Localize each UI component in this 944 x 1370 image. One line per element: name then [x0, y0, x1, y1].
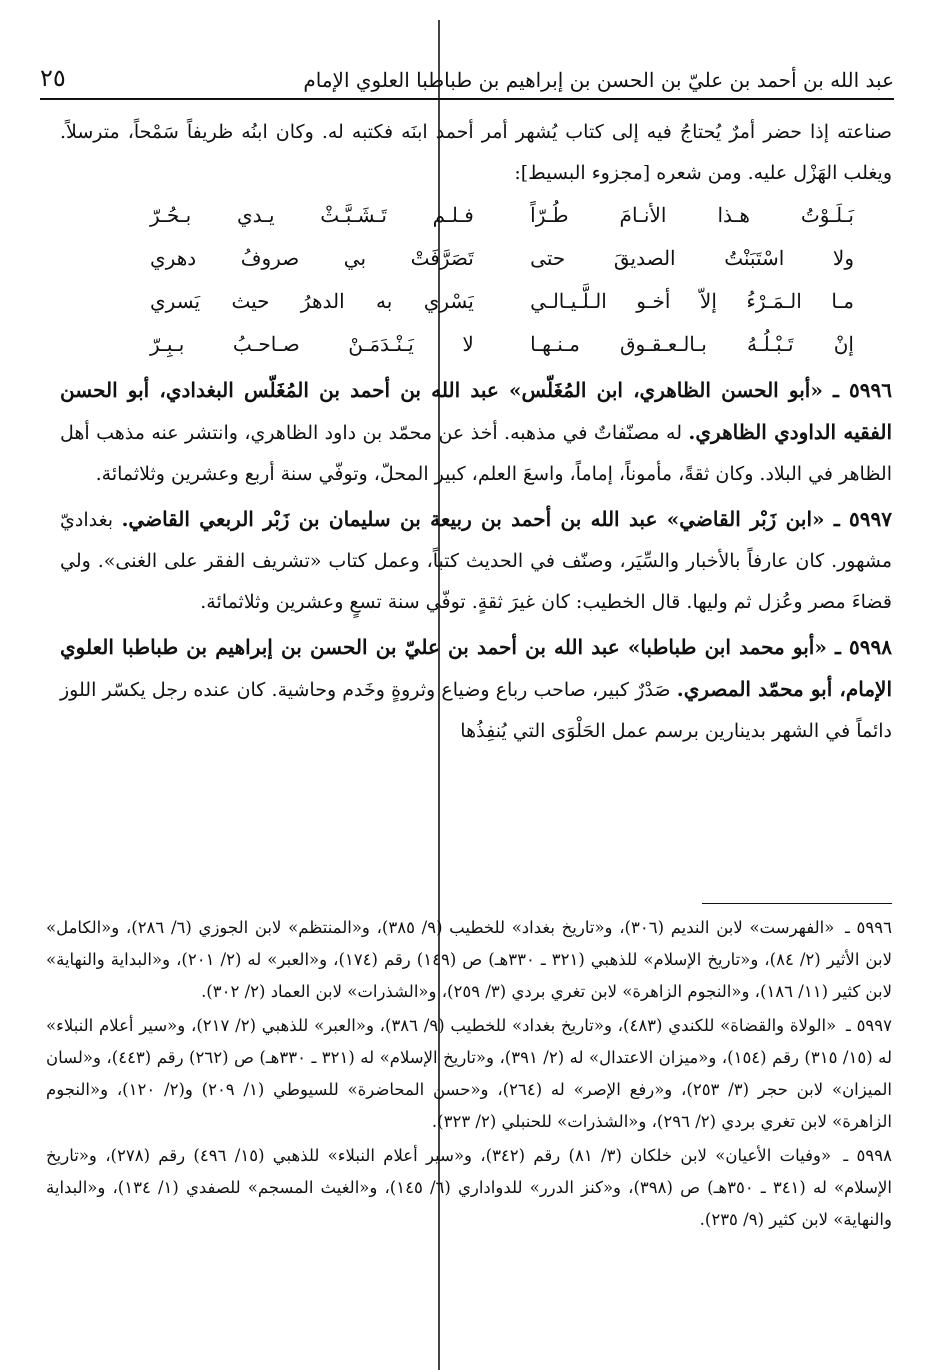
verse-first-hemistich: ولا اسْتَبَنْتُ الصديقَ حتى: [530, 246, 854, 270]
footnote-text: «وفيات الأعيان» لابن خلكان (٣/ ٨١) رقم (٣٤٢)، و«سير أعلام النبلاء» للذهبي (١٥/ ٤٩٦) رقم (٢٧٨)، و«تاريخ الإسلام» له (٣٤١ ـ ٣٥٠هـ) ص (٣٩٨)، و«كنز الدرر» للدواداري (٦/ ١٤٥)، و«الغيث المسجم» للصفدي (١/ ١٣٤)، و«البداية والنهاية» لابن كثير (٩/ ٢٣٥).: [46, 1146, 892, 1229]
footnotes: [46, 912, 892, 1238]
entry-5997: [60, 499, 892, 623]
verse-first-hemistich: بَـلَـوْتُ هـذا الأنـامَ طُـرّاً: [530, 203, 854, 227]
footnote-5997: [46, 1010, 892, 1138]
footnote-number: ٥٩٩٨ ـ: [843, 1146, 892, 1165]
page-number: ٢٥: [40, 64, 66, 92]
footnote-number: ٥٩٩٧ ـ: [845, 1016, 893, 1035]
page-header: [40, 52, 894, 100]
footnote-5998: [46, 1140, 892, 1236]
poem-verse: [150, 280, 854, 323]
verse-first-hemistich: مـا الـمَـرْءُ إلاّ أخـو الـلَّـيـالـي: [530, 289, 854, 313]
footnote-5996: [46, 912, 892, 1008]
verse-first-hemistich: إنْ تَـبْـلُـهُ بـالـعـقـوق مـنـهـا: [530, 332, 854, 356]
footnote-number: ٥٩٩٦ ـ: [845, 918, 892, 937]
verse-second-hemistich: فـلـم تَـشَـبَّـثْ يـدي بـحُـرّ: [150, 203, 474, 227]
entry-title: ٥٩٩٨ ـ «أبو محمد ابن طباطبا» عبد الله بن أحمد بن عليّ بن الحسن بن إبراهيم بن طباطبا العلوي الإمام، أبو محمّد المصري.: [60, 635, 893, 701]
entry-body: صَدْرٌ كبير، صاحب رباع وضياع وثروةٍ وخَدم وحاشية. كان عنده رجل يكسّر اللوز دائماً في الشهر بدينارين برسم عمل الحَلْوَى التي يُنفِذُها: [60, 679, 892, 742]
entry-body: بغداديّ مشهور. كان عارفاً بالأخبار والسِّيَر، وصنّف في الحديث كتباً، وعمل كتاب «تشريف الفقر على الغنى». ولي قضاءَ مصر وعُزل ثم وليها. قال الخطيب: كان غيرَ ثقةٍ. توفّي سنة تسعٍ وعشرين وثلاثمائة.: [60, 509, 892, 613]
intro-paragraph: صناعته إذا حضر أمرٌ يُحتاجُ فيه إلى كتاب يُشهر أمر أحمد ابنَه فكتبه له. وكان ابنُه ظريفاً سَمْحاً، مترسلاً. ويغلب الهَزْل عليه. ومن شعره [مجزوء البسيط]:: [60, 121, 892, 184]
footnote-text: «الولاة والقضاة» للكندي (٤٨٣)، و«تاريخ بغداد» للخطيب (٩/ ٣٨٦)، و«العبر» للذهبي (٢/ ٢١٧)، و«سير أعلام النبلاء» له (١٥/ ٣١٥) رقم (١٥٤)، و«ميزان الاعتدال» له (٢/ ٣٩١)، و«تاريخ الإسلام» له (٣٢١ ـ ٣٣٠هـ) ص (٢٦٢) رقم (٤٤٣)، و«لسان الميزان» لابن حجر (٣/ ٢٥٣)، و«رفع الإصر» له (٢٦٤)، و«حسن المحاضرة» للسيوطي (١/ ٢٠٩) و(٢/ ١٢٠)، و«النجوم الزاهرة» لابن تغري بردي (٢/ ٢٩٦)، و«الشذرات» للحنبلي (٢/ ٣٢٣).: [46, 1016, 893, 1131]
poem-verse: [150, 323, 854, 366]
entry-5998: [60, 627, 892, 752]
verse-second-hemistich: لا يَـنْـدَمَـنْ صـاحـبُ بـبِـرّ: [150, 332, 474, 356]
poem-verse: [150, 237, 854, 280]
verse-second-hemistich: يَسْري به الدهرُ حيث يَسري: [150, 289, 474, 313]
main-text: [60, 112, 892, 752]
footnote-text: «الفهرست» لابن النديم (٣٠٦)، و«تاريخ بغداد» للخطيب (٩/ ٣٨٥)، و«المنتظم» لابن الجوزي (٦/ ٢٨٦)، و«الكامل» لابن الأثير (٢/ ٨٤)، و«تاريخ الإسلام» للذهبي (٣٢١ ـ ٣٣٠هـ) ص (١٤٩) رقم (١٧٤)، و«العبر» له (٢/ ٢٠١)، و«البداية والنهاية» لابن كثير (١١/ ١٨٦)، و«النجوم الزاهرة» لابن تغري بردي (٣/ ٢٥٩)، و«الشذرات» لابن العماد (٢/ ٣٠٢).: [46, 918, 892, 1001]
poem-verse: [150, 194, 854, 237]
verse-second-hemistich: تَصَرَّفَتْ بي صروفُ دهري: [150, 246, 474, 270]
footnote-separator: [702, 903, 892, 904]
entry-5996: [60, 370, 892, 495]
entry-title: ٥٩٩٧ ـ «ابن زَبْر القاضي» عبد الله بن أحمد بن ربيعة بن سليمان بن زَبْر الربعي القاضي.: [121, 507, 893, 531]
running-head: عبد الله بن أحمد بن عليّ بن الحسن بن إبراهيم بن طباطبا العلوي الإمام: [303, 68, 894, 92]
entry-body: له مصنّفاتٌ في مذهبه. أخذ عن محمّد بن داود الظاهري، وانتشر عنه مذهب أهل الظاهر في البلاد. وكان ثقةً، مأموناً، إماماً، واسعَ العلم، كبير المحلّ، وتوفّي سنة أربع وعشرين وثلاثمائة.: [60, 422, 892, 485]
entry-title: ٥٩٩٦ ـ «أبو الحسن الظاهري، ابن المُغَلّس» عبد الله بن أحمد بن المُغَلّس البغدادي، أبو الحسن الفقيه الداودي الظاهري.: [60, 378, 893, 444]
poem: [150, 194, 854, 366]
